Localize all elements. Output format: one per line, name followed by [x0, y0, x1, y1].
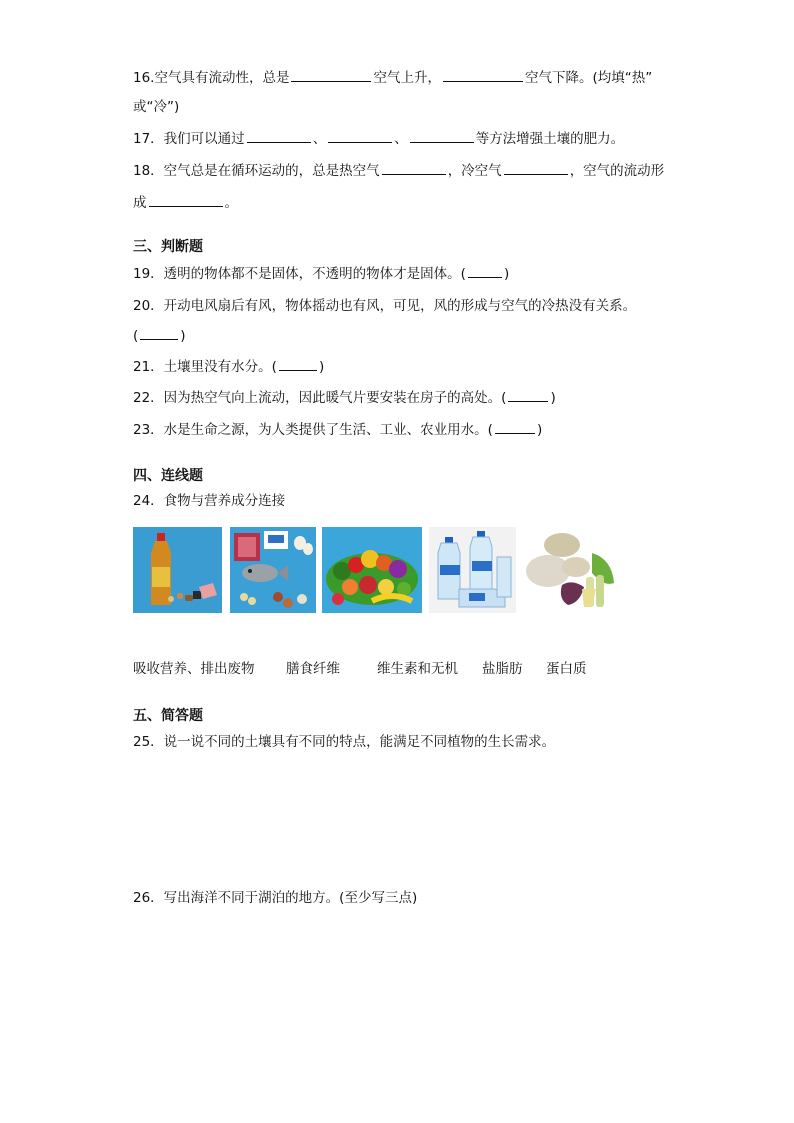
q20-open: (: [133, 328, 139, 344]
q16-text-d: 或“冷”): [133, 99, 180, 115]
q17-blank-2[interactable]: [328, 129, 392, 143]
q18-text-c: ，空气的流动形: [569, 163, 665, 179]
match-label-5: 蛋白质: [546, 661, 587, 677]
question-18: [133, 161, 664, 180]
q16-blank-2[interactable]: [443, 68, 523, 82]
q17-text-b: 、: [312, 131, 327, 147]
q19-text: 19．透明的物体都不是固体，不透明的物体才是固体。(: [133, 266, 466, 282]
q22-blank[interactable]: [508, 388, 548, 402]
q16-text-a: 16.空气具有流动性，总是: [133, 70, 290, 86]
q21-blank[interactable]: [279, 357, 317, 371]
q18-text-e: 。: [224, 195, 238, 211]
question-26: 26．写出海洋不同于湖泊的地方。(至少写三点): [133, 890, 418, 906]
q17-blank-3[interactable]: [410, 129, 474, 143]
match-label-1: 吸收营养、排出废物: [133, 661, 255, 677]
q22-close: ): [550, 390, 556, 406]
q20-answer-line: [133, 326, 186, 345]
q17-text-c: 、: [394, 131, 408, 147]
q21-text: 21．土壤里没有水分。(: [133, 359, 277, 375]
question-22: [133, 388, 556, 407]
q21-close: ): [318, 359, 325, 375]
q17-text-a: 17．我们可以通过: [133, 131, 245, 147]
q19-close: ): [503, 266, 510, 282]
food-image-grains: [522, 527, 620, 613]
q23-close: ): [536, 422, 543, 438]
food-image-oil: [133, 527, 222, 613]
question-20: [133, 297, 636, 315]
food-image-water: [429, 527, 516, 613]
q16-blank-1[interactable]: [291, 68, 371, 82]
q18-blank-3[interactable]: [149, 193, 223, 207]
q18-text-a: 18．空气总是在循环运动的，总是热空气: [133, 163, 380, 179]
q20-text: 20．开动电风扇后有风，物体摇动也有风，可见，风的形成与空气的冷热没有关系。: [133, 298, 637, 314]
q20-blank[interactable]: [140, 326, 178, 340]
q18-blank-2[interactable]: [504, 161, 568, 175]
food-image-meat-fish: [230, 527, 316, 613]
q18-blank-1[interactable]: [382, 161, 446, 175]
food-image-fruits-vegetables: [322, 527, 422, 613]
q20-close: ): [180, 328, 186, 344]
question-24: 24．食物与营养成分连接: [133, 493, 286, 509]
question-21: [133, 357, 324, 376]
question-19: [133, 264, 509, 283]
q16-text-c: 空气下降。(均填“热”: [524, 70, 653, 86]
q19-blank[interactable]: [468, 264, 502, 278]
q17-blank-1[interactable]: [247, 129, 311, 143]
q16-text-b: 空气上升，: [373, 70, 441, 86]
question-23: [133, 420, 542, 439]
match-label-2: 膳食纤维: [286, 661, 340, 677]
question-16: [133, 68, 652, 87]
match-label-4: 盐脂肪: [482, 661, 523, 677]
q22-text: 22．因为热空气向上流动，因此暖气片要安装在房子的高处。(: [133, 390, 507, 406]
q17-text-d: 等方法增强土壤的肥力。: [475, 131, 625, 147]
q23-blank[interactable]: [495, 420, 535, 434]
question-25: 25．说一说不同的土壤具有不同的特点，能满足不同植物的生长需求。: [133, 734, 556, 750]
q18-text-b: ，冷空气: [447, 163, 502, 179]
section-heading-short-answer: 五、简答题: [133, 708, 203, 724]
q23-text: 23．水是生命之源，为人类提供了生活、工业、农业用水。(: [133, 422, 493, 438]
section-heading-judge: 三、判断题: [133, 239, 203, 255]
match-label-3: 维生素和无机: [377, 661, 458, 677]
q16-continued: [133, 98, 179, 116]
section-heading-match: 四、连线题: [133, 468, 203, 484]
q18-text-d: 成: [133, 195, 147, 211]
question-17: [133, 129, 624, 148]
q18-continued: [133, 193, 238, 212]
